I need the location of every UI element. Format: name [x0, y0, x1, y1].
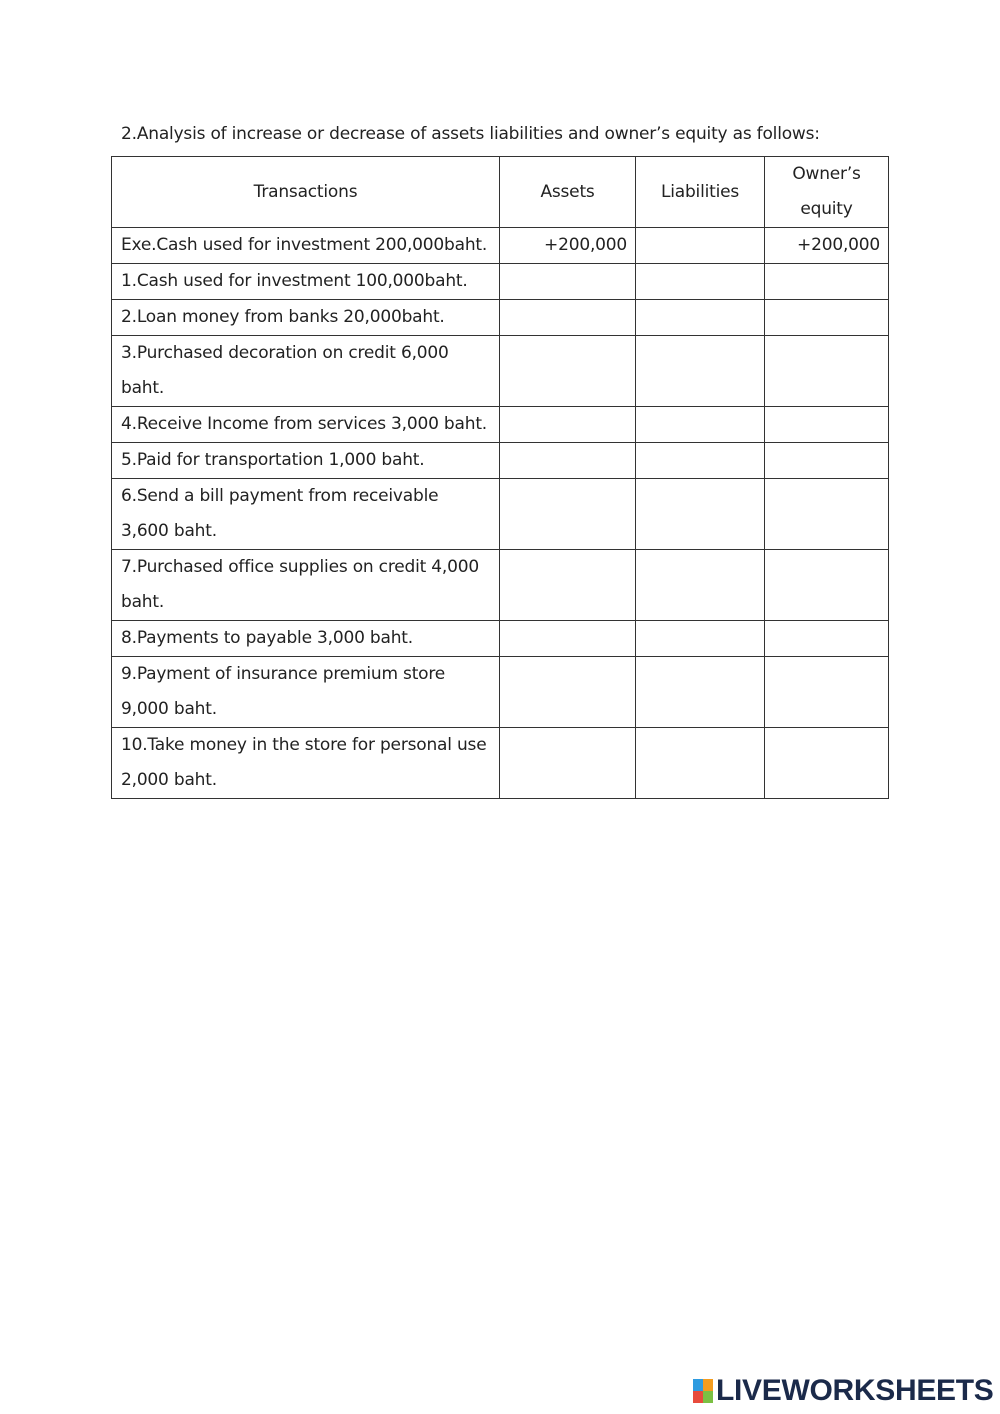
liabilities-cell[interactable]	[636, 407, 765, 443]
transaction-cell: 10.Take money in the store for personal use 2,000 baht.	[112, 728, 500, 799]
liabilities-cell[interactable]	[636, 657, 765, 728]
assets-cell[interactable]	[500, 621, 636, 657]
assets-cell[interactable]	[500, 479, 636, 550]
liabilities-cell	[636, 228, 765, 264]
equity-cell[interactable]	[765, 621, 889, 657]
transaction-cell: 4.Receive Income from services 3,000 baht.	[112, 407, 500, 443]
logo-square-red	[693, 1391, 703, 1403]
equity-cell[interactable]	[765, 336, 889, 407]
assets-cell[interactable]	[500, 300, 636, 336]
table-header-row	[112, 157, 889, 228]
table-row	[112, 443, 889, 479]
liveworksheets-logo[interactable]	[693, 1376, 994, 1406]
assets-cell[interactable]	[500, 336, 636, 407]
table-row	[112, 300, 889, 336]
header-assets: Assets	[500, 157, 636, 228]
header-owners-equity-line1: Owner’s	[792, 164, 861, 184]
assets-cell[interactable]	[500, 550, 636, 621]
analysis-table	[111, 156, 889, 799]
transaction-cell: 1.Cash used for investment 100,000baht.	[112, 264, 500, 300]
header-owners-equity	[765, 157, 889, 228]
transaction-cell: 6.Send a bill payment from receivable 3,600 baht.	[112, 479, 500, 550]
liveworksheets-logo-icon	[693, 1379, 713, 1403]
assets-cell[interactable]	[500, 407, 636, 443]
transaction-cell: 7.Purchased office supplies on credit 4,000 baht.	[112, 550, 500, 621]
equity-cell[interactable]	[765, 550, 889, 621]
assets-cell[interactable]	[500, 728, 636, 799]
liabilities-cell[interactable]	[636, 728, 765, 799]
transaction-cell: Exe.Cash used for investment 200,000baht.	[112, 228, 500, 264]
assets-cell[interactable]	[500, 657, 636, 728]
table-row	[112, 728, 889, 799]
liabilities-cell[interactable]	[636, 336, 765, 407]
liabilities-cell[interactable]	[636, 443, 765, 479]
header-transactions: Transactions	[112, 157, 500, 228]
liabilities-cell[interactable]	[636, 300, 765, 336]
table-row	[112, 621, 889, 657]
equity-cell[interactable]	[765, 300, 889, 336]
transaction-cell: 8.Payments to payable 3,000 baht.	[112, 621, 500, 657]
table-row	[112, 550, 889, 621]
table-row	[112, 264, 889, 300]
header-liabilities: Liabilities	[636, 157, 765, 228]
liabilities-cell[interactable]	[636, 479, 765, 550]
transaction-cell: 3.Purchased decoration on credit 6,000 baht.	[112, 336, 500, 407]
equity-cell[interactable]	[765, 657, 889, 728]
logo-square-green	[703, 1391, 713, 1403]
assets-cell[interactable]	[500, 264, 636, 300]
logo-square-orange	[703, 1379, 713, 1391]
header-owners-equity-line2: equity	[800, 199, 853, 219]
liabilities-cell[interactable]	[636, 621, 765, 657]
equity-cell: +200,000	[765, 228, 889, 264]
table-row	[112, 407, 889, 443]
table-row	[112, 228, 889, 264]
transaction-cell: 2.Loan money from banks 20,000baht.	[112, 300, 500, 336]
assets-cell: +200,000	[500, 228, 636, 264]
assets-cell[interactable]	[500, 443, 636, 479]
table-row	[112, 657, 889, 728]
table-row	[112, 336, 889, 407]
liabilities-cell[interactable]	[636, 550, 765, 621]
logo-square-blue	[693, 1379, 703, 1391]
equity-cell[interactable]	[765, 264, 889, 300]
table-row	[112, 479, 889, 550]
transaction-cell: 9.Payment of insurance premium store 9,000 baht.	[112, 657, 500, 728]
transaction-cell: 5.Paid for transportation 1,000 baht.	[112, 443, 500, 479]
equity-cell[interactable]	[765, 479, 889, 550]
liabilities-cell[interactable]	[636, 264, 765, 300]
equity-cell[interactable]	[765, 407, 889, 443]
equity-cell[interactable]	[765, 443, 889, 479]
equity-cell[interactable]	[765, 728, 889, 799]
liveworksheets-logo-text: LIVEWORKSHEETS	[716, 1374, 994, 1407]
page-heading: 2.Analysis of increase or decrease of assets liabilities and owner’s equity as follows:	[121, 124, 820, 144]
